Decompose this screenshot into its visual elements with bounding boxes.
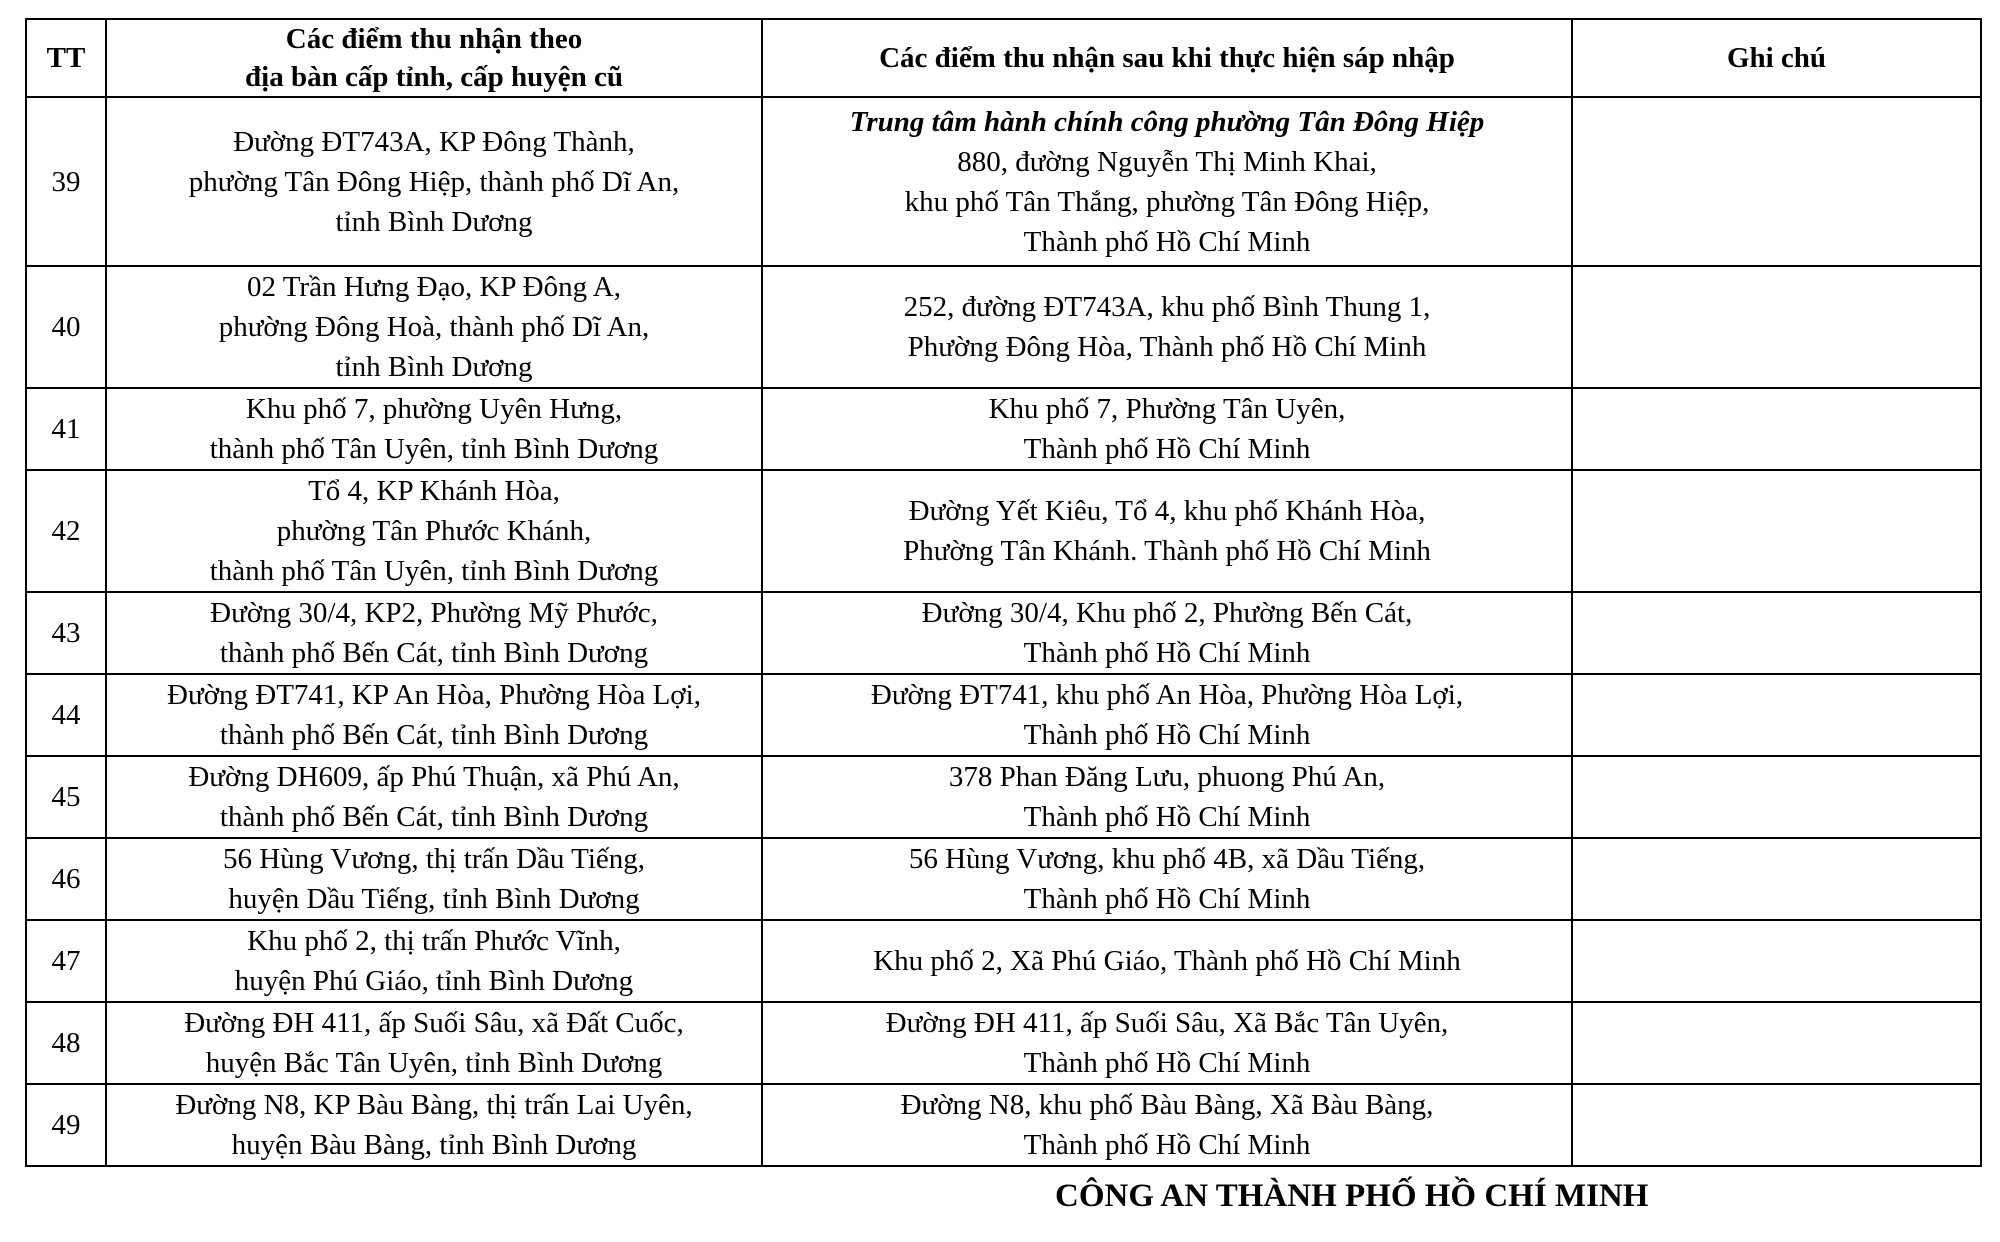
new-location-line: Thành phố Hồ Chí Minh xyxy=(1023,225,1311,258)
new-location-line: 378 Phan Đăng Lưu, phuong Phú An, xyxy=(948,761,1386,793)
cell-note xyxy=(1572,920,1981,1002)
header-old-line1: Các điểm thu nhận theo xyxy=(285,23,583,55)
cell-old-location xyxy=(106,97,762,266)
cell-old-location xyxy=(106,388,762,470)
cell-tt: 45 xyxy=(26,756,106,838)
new-location-line: Phường Đông Hòa, Thành phố Hồ Chí Minh xyxy=(907,331,1427,363)
new-location-line: Thành phố Hồ Chí Minh xyxy=(1023,1129,1311,1161)
cell-new-location xyxy=(762,1002,1572,1084)
new-location-title: Trung tâm hành chính công phường Tân Đông Hiệp xyxy=(849,105,1485,138)
cell-tt: 41 xyxy=(26,388,106,470)
table-row xyxy=(26,97,1981,266)
new-location-line: 880, đường Nguyễn Thị Minh Khai, xyxy=(957,145,1377,178)
old-location-line: phường Tân Phước Khánh, xyxy=(276,515,592,547)
new-location-line: Đường Yết Kiêu, Tổ 4, khu phố Khánh Hòa, xyxy=(908,495,1426,527)
table-row xyxy=(26,470,1981,592)
new-location-line: Khu phố 2, Xã Phú Giáo, Thành phố Hồ Chí Minh xyxy=(873,945,1461,977)
new-location-line: Thành phố Hồ Chí Minh xyxy=(1023,883,1311,915)
cell-new-location xyxy=(762,388,1572,470)
header-tt: TT xyxy=(26,19,106,97)
cell-old-location xyxy=(106,1084,762,1166)
cell-note xyxy=(1572,756,1981,838)
table-row xyxy=(26,592,1981,674)
table-row xyxy=(26,674,1981,756)
old-location-line: thành phố Tân Uyên, tỉnh Bình Dương xyxy=(209,555,659,587)
new-location-line: Đường N8, khu phố Bàu Bàng, Xã Bàu Bàng, xyxy=(900,1089,1434,1121)
table-row xyxy=(26,838,1981,920)
old-location-line: 56 Hùng Vương, thị trấn Dầu Tiếng, xyxy=(222,843,646,875)
new-location-line: Đường ĐH 411, ấp Suối Sâu, Xã Bắc Tân Uyên, xyxy=(885,1007,1449,1039)
cell-tt: 43 xyxy=(26,592,106,674)
table-body xyxy=(26,97,1981,1166)
old-location-line: Đường ĐT743A, KP Đông Thành, xyxy=(233,125,635,158)
old-location-line: phường Tân Đông Hiệp, thành phố Dĩ An, xyxy=(188,165,680,198)
cell-note xyxy=(1572,266,1981,388)
cell-note xyxy=(1572,1002,1981,1084)
cell-old-location xyxy=(106,756,762,838)
table-row xyxy=(26,756,1981,838)
cell-note xyxy=(1572,470,1981,592)
cell-note xyxy=(1572,388,1981,470)
new-location-line: Thành phố Hồ Chí Minh xyxy=(1023,1047,1311,1079)
signature-authority: CÔNG AN THÀNH PHỐ HỒ CHÍ MINH xyxy=(1055,1178,1649,1214)
old-location-line: huyện Bắc Tân Uyên, tỉnh Bình Dương xyxy=(205,1047,663,1079)
new-location-line: Đường ĐT741, khu phố An Hòa, Phường Hòa Lợi, xyxy=(870,679,1464,711)
new-location-line: Đường 30/4, Khu phố 2, Phường Bến Cát, xyxy=(921,597,1413,629)
new-location-line: Phường Tân Khánh. Thành phố Hồ Chí Minh xyxy=(903,535,1431,567)
table-row xyxy=(26,1084,1981,1166)
table-row xyxy=(26,920,1981,1002)
new-location-line: 56 Hùng Vương, khu phố 4B, xã Dầu Tiếng, xyxy=(908,843,1426,875)
cell-new-location xyxy=(762,266,1572,388)
cell-new-location xyxy=(762,592,1572,674)
cell-tt: 44 xyxy=(26,674,106,756)
cell-old-location xyxy=(106,470,762,592)
new-location-line: Thành phố Hồ Chí Minh xyxy=(1023,801,1311,833)
cell-old-location xyxy=(106,1002,762,1084)
old-location-line: huyện Bàu Bàng, tỉnh Bình Dương xyxy=(231,1129,637,1161)
cell-old-location xyxy=(106,266,762,388)
cell-note xyxy=(1572,1084,1981,1166)
cell-tt: 46 xyxy=(26,838,106,920)
cell-new-location xyxy=(762,1084,1572,1166)
old-location-line: 02 Trần Hưng Đạo, KP Đông A, xyxy=(247,271,621,303)
cell-tt: 39 xyxy=(26,97,106,266)
cell-new-location xyxy=(762,97,1572,266)
old-location-line: thành phố Bến Cát, tỉnh Bình Dương xyxy=(219,801,649,833)
old-location-line: phường Đông Hoà, thành phố Dĩ An, xyxy=(218,311,650,343)
old-location-line: tỉnh Bình Dương xyxy=(335,351,533,383)
cell-tt: 40 xyxy=(26,266,106,388)
new-location-line: Thành phố Hồ Chí Minh xyxy=(1023,719,1311,751)
old-location-line: Đường 30/4, KP2, Phường Mỹ Phước, xyxy=(210,597,658,629)
cell-note xyxy=(1572,592,1981,674)
cell-old-location xyxy=(106,920,762,1002)
header-old-locations xyxy=(106,19,762,97)
old-location-line: Đường DH609, ấp Phú Thuận, xã Phú An, xyxy=(188,761,680,793)
old-location-line: thành phố Bến Cát, tỉnh Bình Dương xyxy=(219,637,649,669)
table-row xyxy=(26,388,1981,470)
new-location-line: khu phố Tân Thắng, phường Tân Đông Hiệp, xyxy=(904,185,1430,218)
cell-old-location xyxy=(106,838,762,920)
cell-tt: 47 xyxy=(26,920,106,1002)
old-location-line: huyện Phú Giáo, tỉnh Bình Dương xyxy=(234,965,634,997)
cell-note xyxy=(1572,97,1981,266)
new-location-line: Thành phố Hồ Chí Minh xyxy=(1023,637,1311,669)
old-location-line: Tổ 4, KP Khánh Hòa, xyxy=(308,475,560,507)
new-location-line: Khu phố 7, Phường Tân Uyên, xyxy=(988,393,1346,425)
new-location-line: Thành phố Hồ Chí Minh xyxy=(1023,433,1311,465)
cell-old-location xyxy=(106,592,762,674)
cell-old-location xyxy=(106,674,762,756)
cell-new-location xyxy=(762,920,1572,1002)
old-location-line: Khu phố 7, phường Uyên Hưng, xyxy=(245,393,623,425)
cell-note xyxy=(1572,838,1981,920)
cell-tt: 48 xyxy=(26,1002,106,1084)
cell-tt: 42 xyxy=(26,470,106,592)
old-location-line: Đường ĐT741, KP An Hòa, Phường Hòa Lợi, xyxy=(167,679,701,711)
address-table xyxy=(25,18,1982,1167)
cell-new-location xyxy=(762,674,1572,756)
cell-new-location xyxy=(762,838,1572,920)
cell-note xyxy=(1572,674,1981,756)
table-row xyxy=(26,1002,1981,1084)
old-location-line: huyện Dầu Tiếng, tỉnh Bình Dương xyxy=(228,883,640,915)
old-location-line: thành phố Tân Uyên, tỉnh Bình Dương xyxy=(209,433,659,465)
cell-new-location xyxy=(762,756,1572,838)
old-location-line: thành phố Bến Cát, tỉnh Bình Dương xyxy=(219,719,649,751)
cell-tt: 49 xyxy=(26,1084,106,1166)
header-old-line2: địa bàn cấp tỉnh, cấp huyện cũ xyxy=(245,61,623,93)
old-location-line: Đường ĐH 411, ấp Suối Sâu, xã Đất Cuốc, xyxy=(184,1007,684,1039)
header-row xyxy=(26,19,1981,97)
header-note: Ghi chú xyxy=(1572,19,1981,97)
table-row xyxy=(26,266,1981,388)
old-location-line: Khu phố 2, thị trấn Phước Vĩnh, xyxy=(247,925,621,957)
header-new-locations: Các điểm thu nhận sau khi thực hiện sáp nhập xyxy=(762,19,1572,97)
new-location-line: 252, đường ĐT743A, khu phố Bình Thung 1, xyxy=(903,291,1431,323)
old-location-line: tỉnh Bình Dương xyxy=(335,205,533,238)
cell-new-location xyxy=(762,470,1572,592)
old-location-line: Đường N8, KP Bàu Bàng, thị trấn Lai Uyên, xyxy=(175,1089,693,1121)
